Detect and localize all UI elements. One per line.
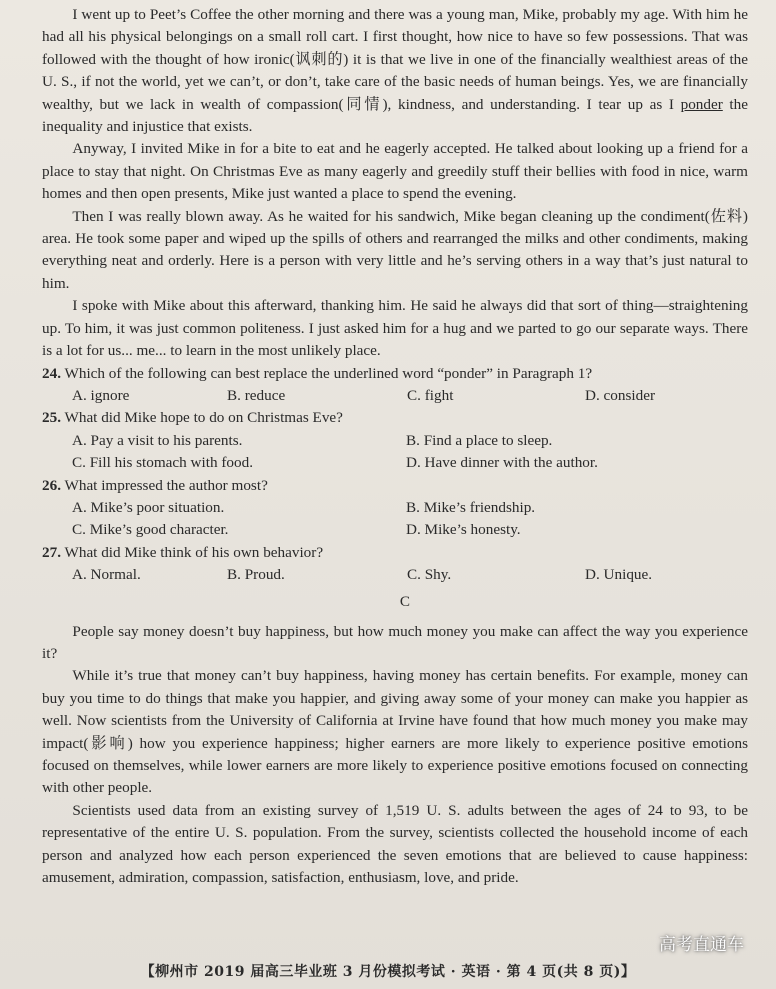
question-number: 26. bbox=[42, 476, 61, 494]
underlined-word-ponder: ponder bbox=[680, 95, 723, 113]
option-c: C. fight bbox=[407, 386, 454, 404]
option-d: D. Have dinner with the author. bbox=[406, 454, 598, 472]
section-c-paragraph-2: While it’s true that money can’t buy happiness, having money has certain benefits. For example, money can buy you time to do things that make you happier, and giving away some of your money can make you happier as well. Now scientists from the University of California at Irvine have found that how much money you make may impact(影响) how you experience happiness; higher earners are more likely to experience positive emotions focused on themselves, while lower earners are more likely to experience positive emotions focused on connecting with other people. bbox=[42, 667, 748, 797]
option-c: C. Shy. bbox=[407, 566, 452, 584]
option-b: B. Find a place to sleep. bbox=[406, 431, 553, 449]
option-b: B. Proud. bbox=[227, 566, 285, 584]
question-number: 27. bbox=[42, 543, 61, 561]
watermark-brand-label: 高考直通车 bbox=[659, 935, 744, 955]
option-b: B. Mike’s friendship. bbox=[406, 498, 536, 516]
option-a: A. Pay a visit to his parents. bbox=[72, 431, 243, 449]
question-stem: What did Mike hope to do on Christmas Eve? bbox=[64, 409, 343, 427]
option-d: D. Unique. bbox=[585, 566, 653, 584]
option-d: D. Mike’s honesty. bbox=[406, 521, 521, 539]
option-a: A. ignore bbox=[72, 386, 130, 404]
options bbox=[42, 430, 748, 475]
passage-paragraph-2: Anyway, I invited Mike in for a bite to eat and he eagerly accepted. He talked about looking up a friend for a place to stay that night. On Christmas Eve as many eagerly and greedily stuff their bellies with food in nice, warm homes and then open presents, Mike just wanted a place to spend the evening. bbox=[42, 140, 748, 203]
question-26 bbox=[42, 475, 748, 542]
question-27 bbox=[42, 542, 748, 587]
section-c-paragraph-1: People say money doesn’t buy happiness, but how much money you make can affect the way you experience it? bbox=[42, 622, 748, 662]
options bbox=[42, 497, 748, 542]
options bbox=[42, 564, 748, 586]
passage-paragraph-3: Then I was really blown away. As he waited for his sandwich, Mike began cleaning up the condiment(佐料) area. He took some paper and wiped up the spills of others and rearranged the milks and other condiments, making everything neat and orderly. Here is a person with very little and he’s serving others in a way that’s just natural to him. bbox=[42, 207, 748, 292]
section-heading-c: C bbox=[399, 592, 411, 610]
question-number: 25. bbox=[42, 409, 61, 427]
section-c-paragraph-3: Scientists used data from an existing survey of 1,519 U. S. adults between the ages of 24 to 93, to be representative of the entire U. S. population. From the survey, scientists collected the household income of each person and analyzed how each person experienced the seven emotions that are believed to cause happiness: amusement, admiration, compassion, satisfaction, enthusiasm, love, and pride. bbox=[42, 801, 748, 887]
option-c: C. Fill his stomach with food. bbox=[72, 454, 253, 472]
page-footer: 【柳州市 2019 届高三毕业班 3 月份模拟考试 · 英语 · 第 4 页(共 8 页)】 bbox=[140, 964, 636, 980]
passage-paragraph-4: I spoke with Mike about this afterward, thanking him. He said he always did that sort of thing—straightening up. To him, it was just common politeness. I just asked him for a hug and we parted to go our separate ways. There is a lot for us... me... to learn in the most unlikely place. bbox=[42, 297, 748, 360]
question-stem: What impressed the author most? bbox=[64, 476, 268, 494]
option-d: D. consider bbox=[585, 386, 656, 404]
question-number: 24. bbox=[42, 364, 61, 382]
question-25 bbox=[42, 407, 748, 474]
question-24 bbox=[42, 363, 748, 408]
option-a: A. Mike’s poor situation. bbox=[72, 498, 225, 516]
option-a: A. Normal. bbox=[72, 566, 141, 584]
options bbox=[42, 385, 748, 407]
option-b: B. reduce bbox=[227, 386, 286, 404]
passage-paragraph-1: I went up to Peet’s Coffee the other morning and there was a young man, Mike, probably my age. With him he had all his physical belongings on a small roll cart. I first thought, how nice to have so few possessions. That was followed with the thought of how ironic(讽刺的) it is that we live in one of the financially wealthiest areas of the U. S., if not the world, yet we can’t, or don’t, take care of the basic needs of human beings. Yes, we are financially wealthy, but we lack in wealth of compassion(同情), kindness, and understanding. I tear up as I ponder the inequality and injustice that exists. bbox=[42, 6, 748, 136]
question-stem: What did Mike think of his own behavior? bbox=[64, 543, 324, 561]
option-c: C. Mike’s good character. bbox=[72, 521, 229, 539]
question-stem: Which of the following can best replace the underlined word “ponder” in Paragraph 1? bbox=[64, 364, 593, 382]
